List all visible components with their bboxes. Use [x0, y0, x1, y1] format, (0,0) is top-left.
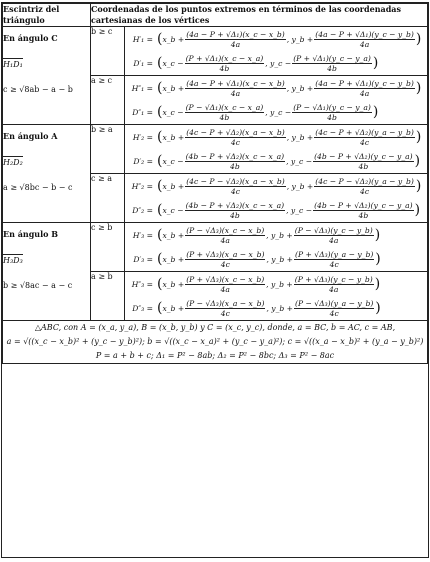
term: , y_b +	[266, 303, 294, 313]
term: x_b +	[162, 83, 185, 93]
fraction-denominator: 4b	[219, 112, 230, 122]
open-paren: (	[157, 251, 163, 267]
point-label: H′₃ =	[132, 230, 153, 240]
point-label: H″₁ =	[131, 83, 153, 93]
fraction-numerator: (P − √Δ₁)(x_c − x_a)	[185, 102, 264, 112]
term: , y_b +	[266, 279, 293, 289]
point-label: H′₁ =	[132, 34, 153, 44]
fraction-denominator: 4c	[220, 308, 230, 318]
footer-line-3: P = a + b + c; Δ₁ = P² − 8ab; Δ₂ = P² − 8bc; Δ₃ = P² − 8ac	[95, 351, 335, 360]
fraction-denominator: 4c	[230, 137, 240, 147]
fraction-denominator: 4b	[219, 63, 230, 73]
table-body	[3, 27, 428, 321]
condition-cell: b ≥ a	[91, 125, 125, 174]
fraction	[292, 103, 372, 122]
fraction-numerator: (P − √Δ₃)(y_a − y_b)	[295, 298, 374, 308]
fraction-numerator: (P + √Δ₃)(y_c − y_b)	[294, 274, 373, 284]
fraction-denominator: 4a	[230, 39, 241, 49]
formula-d	[125, 296, 427, 320]
close-paren: )	[414, 153, 421, 169]
fraction-denominator: 4a	[359, 88, 370, 98]
size-condition: a ≥ √8bc − b − c	[3, 183, 73, 192]
formula-h	[125, 223, 427, 247]
case-label: En ángulo A	[3, 131, 58, 141]
fraction-denominator: 4a	[359, 39, 370, 49]
term: x_b +	[162, 132, 185, 142]
close-paren: )	[414, 202, 421, 218]
segment-name: H₁D₁	[3, 60, 23, 69]
term: , y_b +	[286, 34, 314, 44]
fraction	[314, 79, 415, 98]
section-label-cell	[3, 27, 91, 125]
section-row	[3, 27, 428, 76]
formula-cell	[125, 125, 428, 174]
fraction-numerator: (4c − P + √Δ₂)(y_a − y_b)	[315, 127, 414, 137]
point-label: D′₃ =	[133, 254, 153, 264]
formula-cell	[125, 76, 428, 125]
point-label: D″₂ =	[132, 205, 153, 215]
fraction	[185, 299, 265, 318]
fraction-numerator: (P + √Δ₃)(x_a − x_b)	[186, 249, 265, 259]
fraction	[294, 226, 374, 245]
condition-cell: a ≥ b	[91, 272, 125, 321]
segment-label	[3, 44, 90, 70]
fraction-numerator: (4c − P − √Δ₂)(x_a − x_b)	[186, 176, 285, 186]
term: , y_b +	[286, 132, 314, 142]
size-condition: c ≥ √8ab − a − b	[3, 85, 73, 94]
fraction-denominator: 4a	[329, 284, 339, 294]
term: , y_b +	[266, 254, 294, 264]
fraction	[294, 299, 374, 318]
fraction	[185, 79, 286, 98]
open-paren: (	[157, 104, 163, 120]
fraction	[185, 152, 286, 171]
size-condition: b ≥ √8ac − a − c	[3, 281, 73, 290]
fraction-numerator: (4a − P + √Δ₁)(y_c − y_b)	[315, 78, 414, 88]
term: x_b +	[162, 181, 185, 191]
section-label-cell	[3, 223, 91, 321]
open-paren: (	[157, 300, 163, 316]
point-label: D″₁ =	[132, 107, 153, 117]
condition-cell: c ≥ b	[91, 223, 125, 272]
fraction-denominator: 4b	[358, 210, 369, 220]
section-row	[3, 125, 428, 174]
open-paren: (	[157, 227, 163, 243]
footer-line-2: a = √((x_c − x_b)² + (y_c − y_b)²); b = √((x_c − x_a)² + (y_c − y_a)²); c = √((x_a − x_b)² + (y_a − y_b)²)	[6, 337, 424, 346]
formula-h	[125, 272, 427, 296]
fraction-numerator: (4a − P + √Δ₁)(x_c − x_b)	[186, 78, 285, 88]
term: x_c −	[162, 58, 184, 68]
fraction-numerator: (P − √Δ₁)(y_c − y_a)	[293, 102, 371, 112]
segment-name: H₃D₃	[3, 256, 23, 265]
close-paren: )	[415, 80, 422, 96]
open-paren: (	[157, 153, 163, 169]
fraction-numerator: (P − √Δ₃)(y_c − y_b)	[294, 225, 373, 235]
fraction-numerator: (4b − P + √Δ₂)(y_c − y_a)	[314, 151, 413, 161]
fraction-numerator: (P − √Δ₃)(x_c − x_b)	[186, 225, 265, 235]
term: x_b +	[162, 279, 185, 289]
fraction-denominator: 4c	[360, 186, 370, 196]
fraction	[185, 54, 265, 73]
fraction	[185, 103, 265, 122]
table-container	[1, 2, 429, 558]
segment-label	[3, 142, 90, 168]
fraction-denominator: 4a	[220, 284, 230, 294]
term: , y_c −	[265, 107, 292, 117]
fraction-numerator: (4a − P + √Δ₁)(y_c − y_b)	[315, 29, 414, 39]
formula-cell	[125, 223, 428, 272]
formula-h	[125, 174, 427, 198]
formula-d	[125, 51, 427, 75]
fraction-numerator: (P + √Δ₁)(y_c − y_a)	[293, 53, 371, 63]
fraction-denominator: 4b	[229, 210, 240, 220]
open-paren: (	[157, 80, 163, 96]
fraction-numerator: (4b − P + √Δ₂)(x_c − x_a)	[185, 200, 285, 210]
term: x_c −	[162, 107, 184, 117]
fraction-denominator: 4b	[358, 161, 369, 171]
close-paren: )	[372, 104, 379, 120]
fraction-denominator: 4b	[327, 63, 337, 73]
fraction-numerator: (P − √Δ₃)(x_a − x_b)	[186, 298, 265, 308]
term: , y_c −	[286, 156, 313, 166]
term: , y_b +	[286, 83, 314, 93]
section-label-cell	[3, 125, 91, 223]
term: x_b +	[162, 34, 185, 44]
term: x_c −	[162, 156, 184, 166]
formula-cell	[125, 27, 428, 76]
fraction	[185, 226, 265, 245]
segment-label	[3, 240, 90, 266]
fraction-denominator: 4c	[329, 308, 339, 318]
point-label: H″₂ =	[131, 181, 153, 191]
fraction-numerator: (4c − P − √Δ₂)(y_a − y_b)	[315, 176, 414, 186]
fraction-numerator: (P + √Δ₁)(x_c − x_a)	[185, 53, 264, 63]
term: x_b +	[162, 254, 185, 264]
formula-d	[125, 198, 427, 222]
section-row	[3, 223, 428, 272]
open-paren: (	[157, 178, 163, 194]
close-paren: )	[374, 227, 381, 243]
coordinates-table	[2, 3, 428, 364]
point-label: D″₃ =	[132, 303, 153, 313]
close-paren: )	[375, 300, 381, 316]
term: , y_c −	[265, 58, 292, 68]
open-paren: (	[157, 129, 163, 145]
fraction	[314, 30, 415, 49]
formula-d	[125, 149, 427, 173]
close-paren: )	[372, 55, 379, 71]
close-paren: )	[415, 31, 422, 47]
term: , y_c −	[286, 205, 313, 215]
term: , y_b +	[286, 181, 314, 191]
fraction	[313, 201, 414, 220]
close-paren: )	[415, 178, 422, 194]
fraction	[185, 201, 286, 220]
fraction-denominator: 4b	[229, 161, 240, 171]
fraction-numerator: (4b − P + √Δ₂)(x_c − x_a)	[185, 151, 285, 161]
open-paren: (	[157, 202, 163, 218]
case-label: En ángulo B	[3, 229, 59, 239]
fraction	[185, 250, 265, 269]
term: x_b +	[162, 230, 185, 240]
footer-cell	[3, 321, 428, 364]
fraction-numerator: (4a − P + √Δ₁)(x_c − x_b)	[186, 29, 285, 39]
fraction-denominator: 4a	[329, 235, 339, 245]
table-header-row	[3, 4, 428, 27]
formula-d	[125, 247, 427, 271]
fraction	[314, 128, 415, 147]
open-paren: (	[157, 276, 163, 292]
close-paren: )	[374, 276, 381, 292]
header-escintriz: Escintriz del triángulo	[3, 4, 91, 27]
point-label: H″₃ =	[131, 279, 153, 289]
fraction-numerator: (P + √Δ₃)(y_a − y_b)	[295, 249, 374, 259]
fraction	[185, 275, 265, 294]
formula-d	[125, 100, 427, 124]
footer-row	[3, 321, 428, 364]
fraction-denominator: 4c	[360, 137, 370, 147]
term: x_c −	[162, 205, 184, 215]
condition-cell: b ≥ c	[91, 27, 125, 76]
footer-line-1: △ABC, con A = (x_a, y_a), B = (x_b, y_b) y C = (x_c, y_c), donde, a = BC, b = AC, c = AB,	[34, 323, 396, 332]
point-label: D′₁ =	[133, 58, 153, 68]
fraction-denominator: 4a	[230, 88, 241, 98]
header-coordenadas: Coordenadas de los puntos extremos en términos de las coordenadas cartesianas de los vértices	[91, 4, 428, 27]
close-paren: )	[375, 251, 381, 267]
fraction-denominator: 4c	[220, 259, 230, 269]
formula-cell	[125, 174, 428, 223]
formula-h	[125, 27, 427, 51]
fraction	[185, 30, 286, 49]
point-label: D′₂ =	[133, 156, 153, 166]
fraction	[294, 275, 374, 294]
formula-h	[125, 125, 427, 149]
term: , y_b +	[266, 230, 293, 240]
fraction	[313, 152, 414, 171]
fraction	[294, 250, 374, 269]
fraction-numerator: (4b − P + √Δ₂)(y_c − y_a)	[314, 200, 413, 210]
segment-name: H₂D₂	[3, 158, 23, 167]
fraction	[185, 128, 286, 147]
fraction-denominator: 4b	[327, 112, 337, 122]
point-label: H′₂ =	[132, 132, 153, 142]
condition-cell: a ≥ c	[91, 76, 125, 125]
open-paren: (	[157, 31, 163, 47]
term: x_b +	[162, 303, 185, 313]
fraction-denominator: 4c	[230, 186, 240, 196]
open-paren: (	[157, 55, 163, 71]
fraction-denominator: 4c	[329, 259, 339, 269]
case-label: En ángulo C	[3, 33, 58, 43]
close-paren: )	[415, 129, 422, 145]
fraction-denominator: 4a	[220, 235, 230, 245]
formula-cell	[125, 272, 428, 321]
fraction-numerator: (4c − P + √Δ₂)(x_a − x_b)	[186, 127, 285, 137]
condition-cell: c ≥ a	[91, 174, 125, 223]
fraction-numerator: (P + √Δ₃)(x_c − x_b)	[186, 274, 265, 284]
fraction	[185, 177, 286, 196]
fraction	[292, 54, 372, 73]
formula-h	[125, 76, 427, 100]
fraction	[314, 177, 415, 196]
